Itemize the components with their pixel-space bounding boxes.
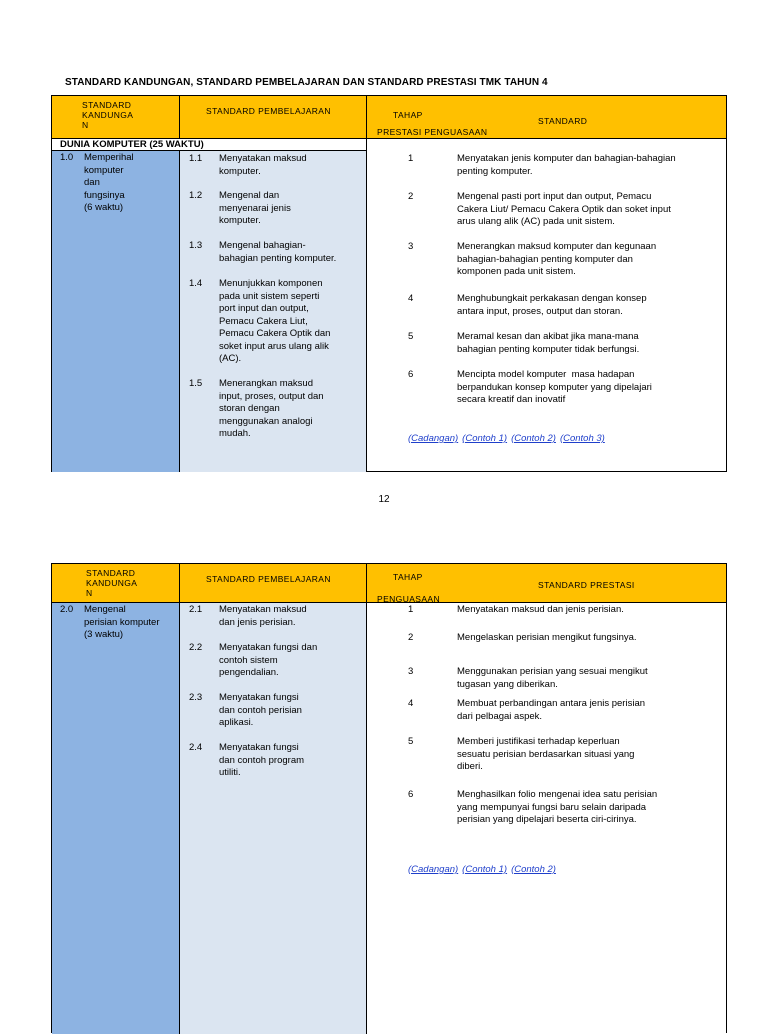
reference-links	[408, 864, 560, 875]
header-standard-prestasi: STANDARD PRESTASI	[538, 580, 635, 590]
standards-table-2	[51, 563, 727, 1033]
prestasi-text: Menghasilkan folio mengenai idea satu perisian yang mempunyai fungsi baru selain daripada perisian yang dipelajari beserta ciri-cirinya.	[457, 789, 658, 825]
pembelajaran-number: 1.5	[189, 378, 203, 389]
header-pembelajaran: STANDARD PEMBELAJARAN	[206, 574, 331, 584]
link-cadangan[interactable]: (Cadangan)	[408, 433, 459, 444]
prestasi-text: Mencipta model komputer masa hadapan berpandukan konsep komputer yang dipelajari secara kreatif dan inovatif	[457, 369, 652, 405]
link-contoh-3[interactable]: (Contoh 3)	[559, 433, 605, 444]
kandungan-text: Memperihal komputer dan fungsinya (6 waktu)	[84, 152, 134, 213]
prestasi-text: Menyatakan jenis komputer dan bahagian-bahagian penting komputer.	[457, 153, 676, 177]
pembelajaran-number: 2.1	[189, 604, 203, 615]
prestasi-level: 2	[408, 191, 414, 202]
header-penguasaan: PENGUASAAN	[377, 594, 441, 604]
prestasi-level: 1	[408, 153, 414, 164]
prestasi-text: Meramal kesan dan akibat jika mana-mana bahagian penting komputer tidak berfungsi.	[457, 331, 640, 355]
table-1-header	[52, 96, 726, 139]
link-contoh-1[interactable]: (Contoh 1)	[462, 433, 508, 444]
kandungan-number: 1.0	[60, 152, 74, 163]
header-prestasi-penguasaan: PRESTASI PENGUASAAN	[377, 127, 488, 137]
pembelajaran-number: 1.2	[189, 190, 203, 201]
pembelajaran-text: Menyatakan fungsi dan contoh sistem pengendalian.	[219, 642, 318, 678]
prestasi-text: Menerangkan maksud komputer dan kegunaan bahagian-bahagian penting komputer dan komponen pada unit sistem.	[457, 241, 657, 277]
link-contoh-2[interactable]: (Contoh 2)	[511, 433, 556, 444]
pembelajaran-number: 2.4	[189, 742, 203, 753]
pembelajaran-text: Menyatakan fungsi dan contoh perisian aplikasi.	[219, 692, 302, 728]
document-title: STANDARD KANDUNGAN, STANDARD PEMBELAJARAN DAN STANDARD PRESTASI TMK TAHUN 4	[65, 77, 548, 88]
pembelajaran-text: Mengenal bahagian- bahagian penting komputer.	[219, 240, 337, 264]
prestasi-text: Menyatakan maksud dan jenis perisian.	[457, 604, 624, 615]
pembelajaran-text: Menyatakan maksud dan jenis perisian.	[219, 604, 307, 628]
link-cadangan[interactable]: (Cadangan)	[408, 864, 459, 875]
prestasi-level: 4	[408, 698, 414, 709]
pembelajaran-number: 2.2	[189, 642, 203, 653]
header-kandungan: STANDARD KANDUNGA N	[82, 100, 134, 130]
pembelajaran-text: Menyatakan fungsi dan contoh program utiliti.	[219, 742, 305, 778]
standards-table-1	[51, 95, 727, 472]
prestasi-level: 3	[408, 666, 414, 677]
kandungan-text: Mengenal perisian komputer (3 waktu)	[84, 604, 160, 640]
pembelajaran-text: Menunjukkan komponen pada unit sistem seperti port input dan output, Pemacu Cakera Liut, Pemacu Cakera Optik dan soket input arus ulang alik (AC).	[219, 278, 331, 364]
link-contoh-1[interactable]: (Contoh 1)	[462, 864, 508, 875]
prestasi-text: Mengenal pasti port input dan output, Pemacu Cakera Liut/ Pemacu Cakera Optik dan soket input arus ulang alik (AC) pada unit sistem.	[457, 191, 671, 227]
header-standard: STANDARD	[538, 116, 588, 126]
prestasi-text: Menghubungkait perkakasan dengan konsep antara input, proses, output dan storan.	[457, 293, 647, 317]
prestasi-level: 5	[408, 736, 414, 747]
link-contoh-2[interactable]: (Contoh 2)	[511, 864, 556, 875]
prestasi-text: Membuat perbandingan antara jenis perisian dari pelbagai aspek.	[457, 698, 646, 722]
header-tahap: TAHAP	[393, 572, 423, 582]
prestasi-text: Menggunakan perisian yang sesuai mengikut tugasan yang diberikan.	[457, 666, 648, 690]
header-pembelajaran: STANDARD PEMBELAJARAN	[206, 106, 331, 116]
prestasi-level: 3	[408, 241, 414, 252]
prestasi-level: 6	[408, 789, 414, 800]
pembelajaran-text: Mengenal dan menyenarai jenis komputer.	[219, 190, 291, 226]
prestasi-text: Mengelaskan perisian mengikut fungsinya.	[457, 632, 637, 643]
prestasi-level: 5	[408, 331, 414, 342]
header-kandungan: STANDARD KANDUNGA N	[86, 568, 138, 598]
pembelajaran-text: Menyatakan maksud komputer.	[219, 153, 307, 177]
pembelajaran-number: 2.3	[189, 692, 203, 703]
header-tahap: TAHAP	[393, 110, 423, 120]
page-number: 12	[378, 494, 390, 505]
reference-links	[408, 433, 609, 444]
prestasi-text: Memberi justifikasi terhadap keperluan sesuatu perisian berdasarkan situasi yang diberi.	[457, 736, 635, 772]
pembelajaran-number: 1.3	[189, 240, 203, 251]
kandungan-column	[52, 603, 179, 1034]
prestasi-level: 1	[408, 604, 414, 615]
pembelajaran-number: 1.4	[189, 278, 203, 289]
domain-title: DUNIA KOMPUTER (25 WAKTU)	[52, 139, 366, 151]
prestasi-level: 4	[408, 293, 414, 304]
pembelajaran-number: 1.1	[189, 153, 203, 164]
prestasi-level: 2	[408, 632, 414, 643]
pembelajaran-text: Menerangkan maksud input, proses, output dan storan dengan menggunakan analogi mudah.	[219, 378, 324, 439]
prestasi-level: 6	[408, 369, 414, 380]
kandungan-number: 2.0	[60, 604, 74, 615]
table-2-header	[52, 564, 726, 603]
